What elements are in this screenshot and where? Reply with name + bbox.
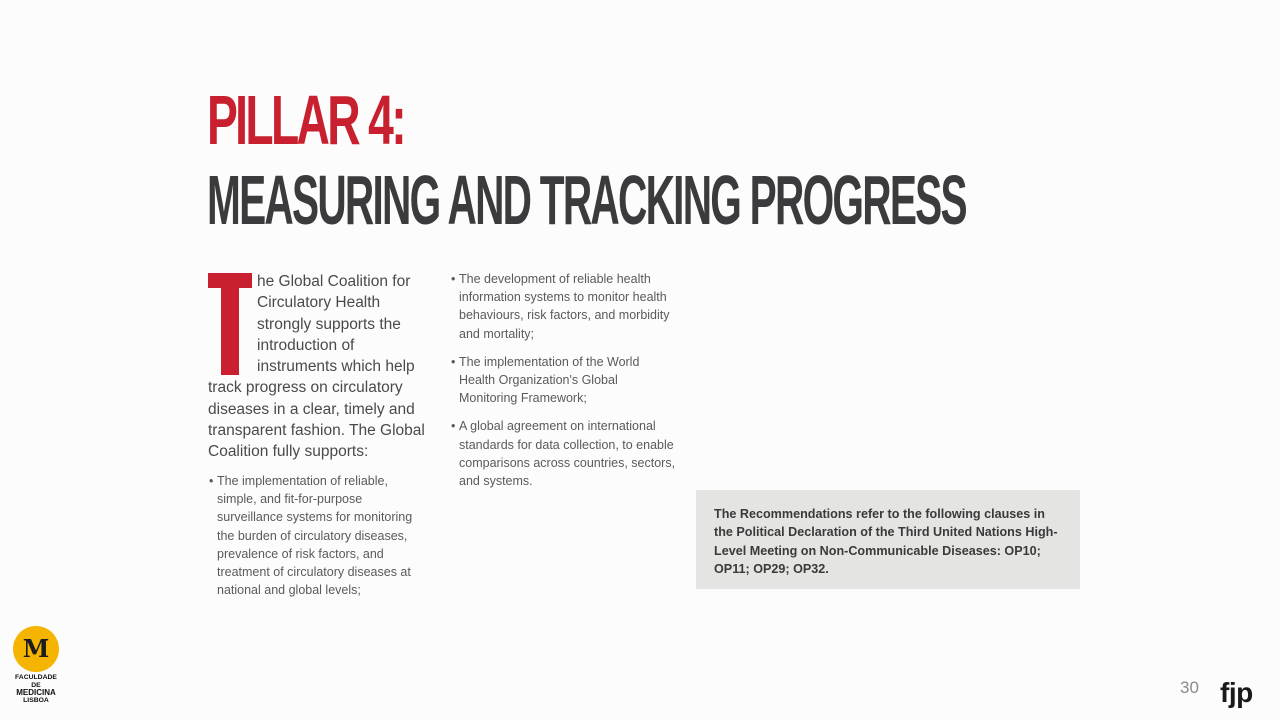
drop-cap: [208, 273, 252, 375]
page-number: 30: [1180, 678, 1199, 697]
list-item: • The implementation of the World Health Organization's Global Monitoring Framework;: [451, 354, 640, 406]
bullet-list-left: [209, 472, 424, 599]
recommendations-note-box: The Recommendations refer to the following clauses in the Political Declaration of the Third United Nations High-Level Meeting on Non-Communicable Diseases: OP10; OP11; OP29; OP32.: [696, 490, 1080, 589]
pillar-heading: PILLAR 4:: [207, 81, 404, 159]
intro-paragraph: [208, 271, 436, 463]
list-item: • A global agreement on international standards for data collection, to enable comparisons across countries, sectors, and systems.: [451, 419, 676, 489]
intro-text: he Global Coalition for Circulatory Health strongly supports the introduction of instruments which help track progress on circulatory diseases in a clear, timely and transparent fashion. The Global Coalition fully supports:: [208, 273, 425, 461]
logo-caption: FACULDADE DE MEDICINA LISBOA: [15, 674, 57, 704]
brand-logo: fjp: [1220, 677, 1253, 708]
list-item: • The implementation of reliable, simple, and fit-for-purpose surveillance systems for monitoring the burden of circulatory diseases, prevalence of risk factors, and treatment of circulatory diseases at national and global levels;: [209, 474, 413, 598]
list-item: • The development of reliable health information systems to monitor health behaviours, risk factors, and morbidity and mortality;: [451, 272, 670, 341]
faculdade-medicina-logo: [10, 626, 66, 704]
logo-mark: M: [22, 634, 50, 663]
bullet-list-right: [451, 270, 676, 500]
section-title: MEASURING AND TRACKING PROGRESS: [207, 161, 966, 239]
